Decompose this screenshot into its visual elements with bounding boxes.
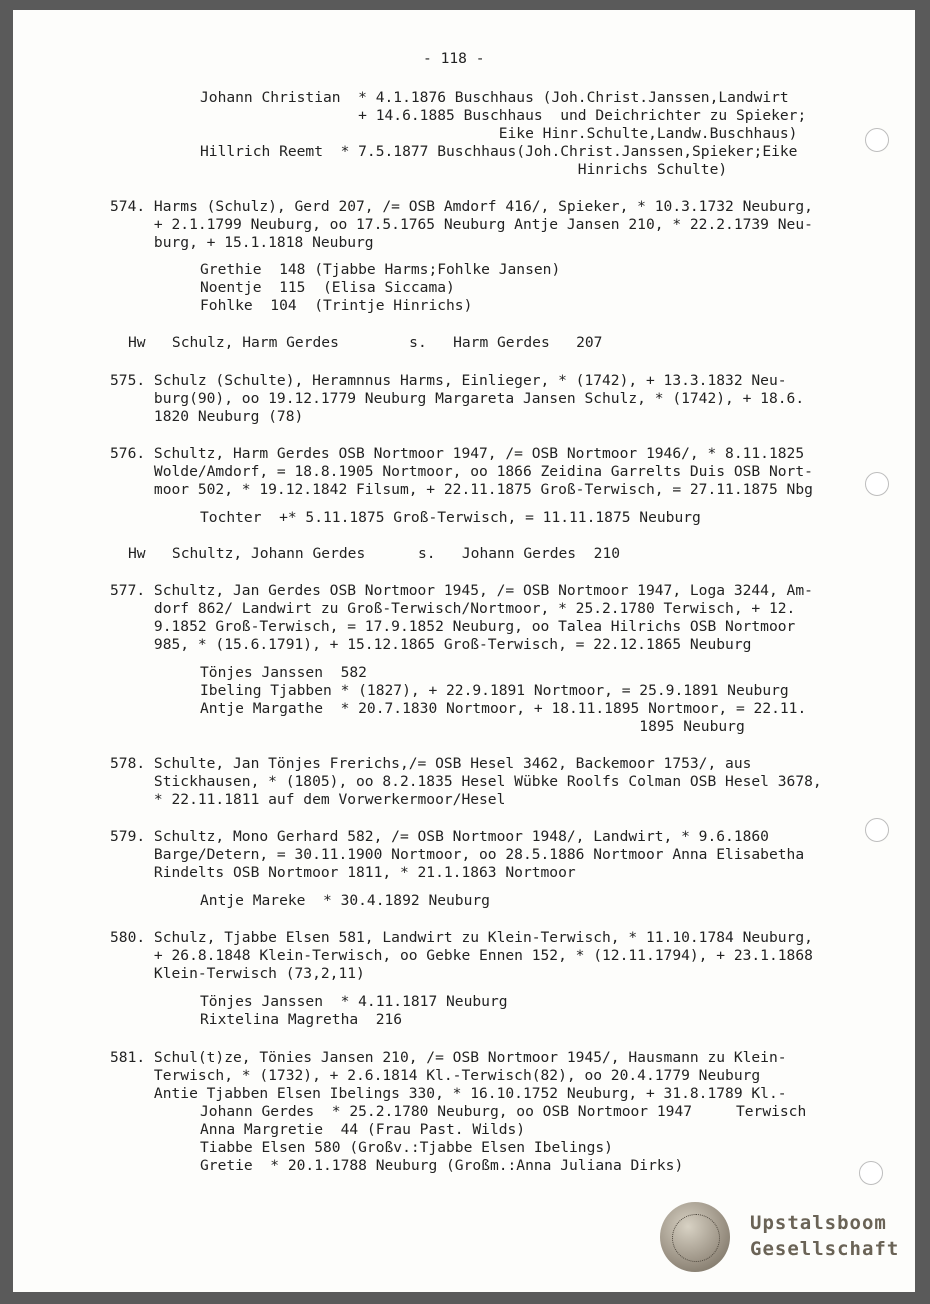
entry-578-line: 578. Schulte, Jan Tönjes Frerichs,/= OSB Hesel 3462, Backemoor 1753/, aus [110,755,752,772]
entry-579-line: Barge/Detern, = 30.11.1900 Nortmoor, oo 28.5.1886 Nortmoor Anna Elisabetha [110,846,805,863]
logo-line-2: Gesellschaft [750,1238,900,1260]
entry-576-line: 576. Schultz, Harm Gerdes OSB Nortmoor 1947, /= OSB Nortmoor 1946/, * 8.11.1825 [110,445,805,462]
entry-575-line: 1820 Neuburg (78) [110,408,304,425]
child-line: Fohlke 104 (Trintje Hinrichs) [200,297,473,314]
entry-576-line: Wolde/Amdorf, = 18.8.1905 Nortmoor, oo 1866 Zeidina Garrelts Duis OSB Nort- [110,463,813,480]
text-line: Johann Christian * 4.1.1876 Buschhaus (Joh.Christ.Janssen,Landwirt [200,89,789,106]
entry-580-line: + 26.8.1848 Klein-Terwisch, oo Gebke Ennen 152, * (12.11.1794), + 23.1.1868 [110,947,813,964]
entry-580-line: 580. Schulz, Tjabbe Elsen 581, Landwirt zu Klein-Terwisch, * 11.10.1784 Neuburg, [110,929,813,946]
text-line: Hillrich Reemt * 7.5.1877 Buschhaus(Joh.Christ.Janssen,Spieker;Eike [200,143,798,160]
child-line: Anna Margretie 44 (Frau Past. Wilds) [200,1121,526,1138]
page-number: - 118 - [423,50,485,67]
entry-578-line: Stickhausen, * (1805), oo 8.2.1835 Hesel Wübke Roolfs Colman OSB Hesel 3678, [110,773,822,790]
child-line: 1895 Neuburg [200,718,745,735]
logo-line-1: Upstalsboom [750,1212,887,1234]
entry-581-line: Terwisch, * (1732), + 2.6.1814 Kl.-Terwisch(82), oo 20.4.1779 Neuburg [110,1067,761,1084]
seal-emblem [660,1202,730,1272]
entry-580-line: Klein-Terwisch (73,2,11) [110,965,365,982]
child-line: Tönjes Janssen * 4.11.1817 Neuburg [200,993,508,1010]
entry-581-line: Antie Tjabben Elsen Ibelings 330, * 16.10.1752 Neuburg, + 31.8.1789 Kl.- [110,1085,787,1102]
entry-575-line: 575. Schulz (Schulte), Heramnnus Harms, Einlieger, * (1742), + 13.3.1832 Neu- [110,372,787,389]
child-line: Noentje 115 (Elisa Siccama) [200,279,455,296]
entry-579-line: 579. Schultz, Mono Gerhard 582, /= OSB Nortmoor 1948/, Landwirt, * 9.6.1860 [110,828,769,845]
entry-578-line: * 22.11.1811 auf dem Vorwerkermoor/Hesel [110,791,506,808]
entry-577-line: dorf 862/ Landwirt zu Groß-Terwisch/Nortmoor, * 25.2.1780 Terwisch, + 12. [110,600,796,617]
child-line: Tönjes Janssen 582 [200,664,367,681]
child-line: Rixtelina Magretha 216 [200,1011,403,1028]
entry-575-line: burg(90), oo 19.12.1779 Neuburg Margareta Jansen Schulz, * (1742), + 18.6. [110,390,805,407]
entry-576-line: moor 502, * 19.12.1842 Filsum, + 22.11.1875 Groß-Terwisch, = 27.11.1875 Nbg [110,481,813,498]
text-line: Eike Hinr.Schulte,Landw.Buschhaus) [200,125,798,142]
text-line: Hinrichs Schulte) [200,161,728,178]
entry-579-line: Rindelts OSB Nortmoor 1811, * 21.1.1863 Nortmoor [110,864,576,881]
punch-hole [865,472,889,496]
entry-574-line: + 2.1.1799 Neuburg, oo 17.5.1765 Neuburg Antje Jansen 210, * 22.2.1739 Neu- [110,216,813,233]
child-line: Tiabbe Elsen 580 (Großv.:Tjabbe Elsen Ibelings) [200,1139,613,1156]
child-line: Johann Gerdes * 25.2.1780 Neuburg, oo OSB Nortmoor 1947 Terwisch [200,1103,807,1120]
child-line: Antje Margathe * 20.7.1830 Nortmoor, + 18.11.1895 Nortmoor, = 22.11. [200,700,807,717]
text-line: + 14.6.1885 Buschhaus und Deichrichter zu Spieker; [200,107,807,124]
child-line: Grethie 148 (Tjabbe Harms;Fohlke Jansen) [200,261,561,278]
entry-574-line: burg, + 15.1.1818 Neuburg [110,234,374,251]
entry-577-line: 577. Schultz, Jan Gerdes OSB Nortmoor 1945, /= OSB Nortmoor 1947, Loga 3244, Am- [110,582,813,599]
document-page [13,10,915,1292]
punch-hole [865,818,889,842]
hw-reference: Hw Schulz, Harm Gerdes s. Harm Gerdes 207 [128,334,603,351]
child-line: Ibeling Tjabben * (1827), + 22.9.1891 Nortmoor, = 25.9.1891 Neuburg [200,682,789,699]
child-line: Antje Mareke * 30.4.1892 Neuburg [200,892,490,909]
punch-hole [865,128,889,152]
child-line: Gretie * 20.1.1788 Neuburg (Großm.:Anna Juliana Dirks) [200,1157,684,1174]
society-logo [660,1202,900,1274]
entry-577-line: 985, * (15.6.1791), + 15.12.1865 Groß-Terwisch, = 22.12.1865 Neuburg [110,636,752,653]
entry-581-line: 581. Schul(t)ze, Tönies Jansen 210, /= OSB Nortmoor 1945/, Hausmann zu Klein- [110,1049,787,1066]
child-line: Tochter +* 5.11.1875 Groß-Terwisch, = 11.11.1875 Neuburg [200,509,701,526]
entry-577-line: 9.1852 Groß-Terwisch, = 17.9.1852 Neuburg, oo Talea Hilrichs OSB Nortmoor [110,618,796,635]
hw-reference: Hw Schultz, Johann Gerdes s. Johann Gerdes 210 [128,545,621,562]
punch-hole [859,1161,883,1185]
entry-574-line: 574. Harms (Schulz), Gerd 207, /= OSB Amdorf 416/, Spieker, * 10.3.1732 Neuburg, [110,198,813,215]
